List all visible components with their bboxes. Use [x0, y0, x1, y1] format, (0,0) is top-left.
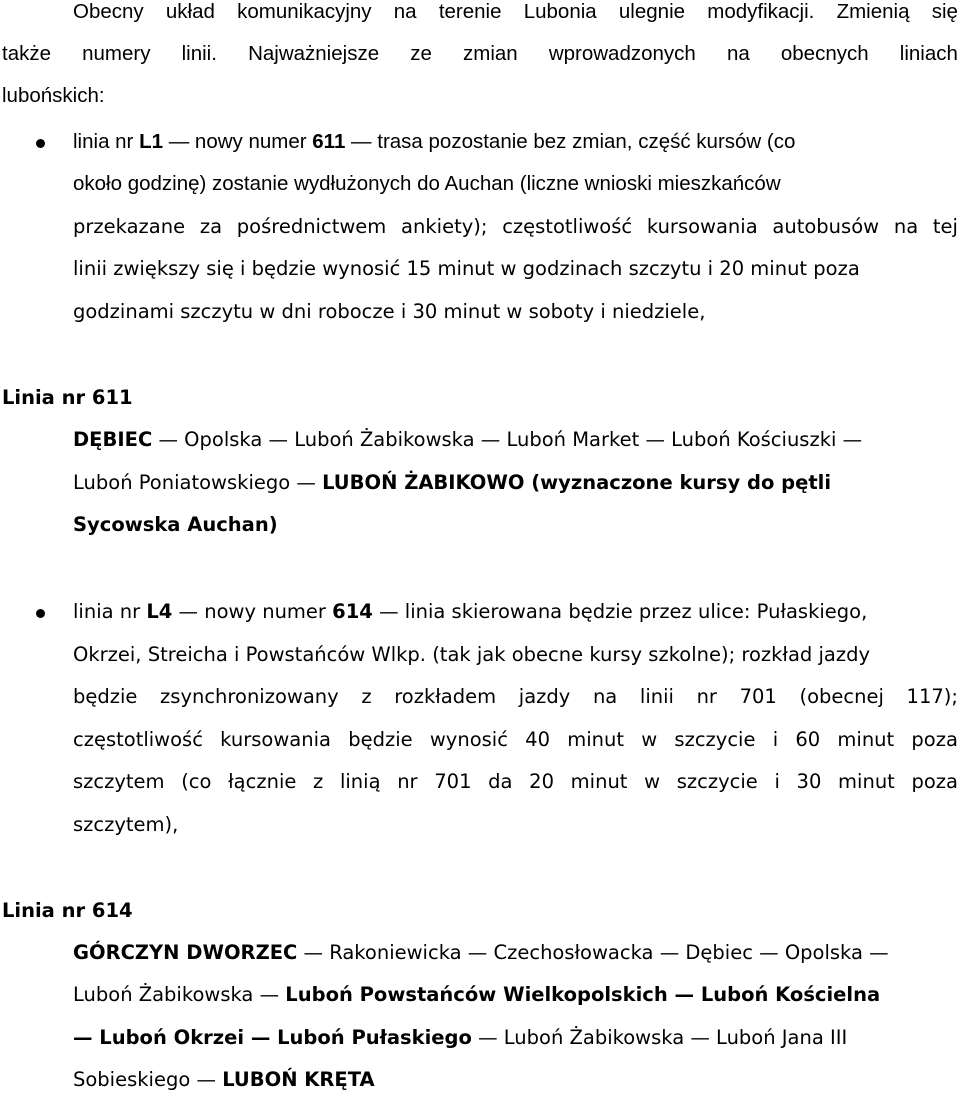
word: przekazane	[73, 215, 186, 238]
word: tej	[932, 215, 958, 238]
word: liniach	[899, 42, 958, 65]
word: Najważniejsze	[248, 42, 380, 65]
word: w	[641, 728, 658, 751]
word: ankiety);	[401, 215, 488, 238]
item1-text: — trasa pozostanie bez zmian, część kursów (co	[345, 130, 796, 153]
route614-line-1	[73, 941, 889, 964]
route614-line-4	[73, 1068, 375, 1091]
word: obecnych	[780, 42, 869, 65]
word: nr	[397, 770, 418, 793]
word: (co	[181, 770, 212, 793]
item2-line-3	[73, 685, 958, 708]
word: ulegnie	[618, 0, 686, 23]
word: częstotliwość	[73, 728, 203, 751]
route611-heading: Linia nr 611	[2, 386, 133, 409]
word: szczycie	[676, 770, 758, 793]
word: linii	[639, 685, 674, 708]
word: zmian	[463, 42, 518, 65]
word: poza	[911, 728, 958, 751]
word: pośrednictwem	[236, 215, 387, 238]
word: Zmienią	[836, 0, 910, 23]
item2-line-2: Okrzei, Streicha i Powstańców Wlkp. (tak jak obecne kursy szkolne); rozkład jazdy	[73, 643, 871, 666]
word: minut	[838, 770, 895, 793]
word: na	[393, 0, 417, 23]
word: rozkładem	[394, 685, 497, 708]
word: na	[893, 215, 919, 238]
item2-line-5	[73, 770, 958, 793]
route611-stops: — Opolska — Luboń Żabikowska — Luboń Market — Luboń Kościuszki —	[152, 428, 863, 451]
word: z	[361, 685, 372, 708]
word: się	[931, 0, 958, 23]
word: 30	[796, 770, 822, 793]
word: częstotliwość	[502, 215, 633, 238]
item1-line-5: godzinami szczytu w dni robocze i 30 minut w soboty i niedziele,	[73, 300, 706, 323]
word: w	[644, 770, 661, 793]
word: zsynchronizowany	[160, 685, 339, 708]
word: także	[2, 42, 51, 65]
word: z	[313, 770, 324, 793]
word: 40	[525, 728, 550, 751]
item1-line-4: linii zwiększy się i będzie wynosić 15 minut w godzinach szczytu i 20 minut poza	[73, 257, 860, 280]
route614-stops: — Rakoniewicka — Czechosłowacka — Dębiec — Opolska —	[297, 941, 889, 964]
route614-stops-bold: Luboń Powstańców Wielkopolskich — Luboń Kościelna	[285, 983, 881, 1006]
word: Lubonia	[523, 0, 597, 23]
word: wprowadzonych	[548, 42, 696, 65]
word: i	[774, 770, 780, 793]
item2-text: — nowy numer	[172, 600, 333, 623]
word: wynosić	[429, 728, 508, 751]
word: Obecny	[73, 0, 144, 23]
item2-line-6: szczytem),	[73, 813, 179, 836]
route614-terminus: LUBOŃ KRĘTA	[222, 1068, 375, 1091]
word: linii.	[181, 42, 217, 65]
word: na	[726, 42, 750, 65]
word: ze	[410, 42, 432, 65]
word: minut	[837, 728, 895, 751]
word: za	[199, 215, 223, 238]
route614-stops: Sobieskiego —	[73, 1068, 223, 1091]
word: modyfikacji.	[707, 0, 815, 23]
word: szczycie	[674, 728, 756, 751]
item2-line-1	[73, 600, 867, 623]
word: 701	[739, 685, 777, 708]
route611-line-2	[73, 471, 831, 494]
word: numery	[82, 42, 151, 65]
route614-terminus: GÓRCZYN DWORZEC	[73, 941, 298, 964]
route611-line-1	[73, 428, 862, 451]
route614-stops: Luboń Żabikowska —	[73, 983, 286, 1006]
word: nr	[696, 685, 717, 708]
route614-stops: — Luboń Żabikowska — Luboń Jana III	[471, 1026, 848, 1049]
word: terenie	[438, 0, 502, 23]
item1-text: linia nr	[73, 130, 140, 153]
word: linią	[339, 770, 381, 793]
route614-line-3	[73, 1026, 847, 1049]
route611-terminus: LUBOŃ ŻABIKOWO (wyznaczone kursy do pętli	[322, 471, 832, 494]
item1-line-1	[73, 130, 958, 154]
item2-new-number: 614	[332, 600, 373, 623]
word: szczytem	[73, 770, 165, 793]
route614-line-2	[73, 983, 880, 1006]
bullet-icon	[36, 139, 45, 148]
word: kursowania	[220, 728, 331, 751]
route611-terminus: DĘBIEC	[73, 428, 153, 451]
word: autobusów	[772, 215, 880, 238]
item1-text: — nowy numer	[163, 130, 313, 153]
word: łącznie	[228, 770, 297, 793]
word: będzie	[73, 685, 138, 708]
bullet-icon	[36, 609, 45, 618]
route614-stops-bold: — Luboń Okrzei — Luboń Pułaskiego	[73, 1026, 472, 1049]
item1-old-number: L1	[139, 130, 164, 153]
word: układ	[165, 0, 215, 23]
item1-line-3	[73, 215, 958, 238]
item2-text: — linia skierowana będzie przez ulice: Pułaskiego,	[372, 600, 868, 623]
intro-line-3: lubońskich:	[2, 84, 105, 107]
word: będzie	[348, 728, 413, 751]
item1-line-2: około godzinę) zostanie wydłużonych do Auchan (liczne wnioski mieszkańców	[73, 172, 781, 195]
word: 701	[434, 770, 472, 793]
word: kursowania	[646, 215, 758, 238]
word: 20	[529, 770, 554, 793]
word: 60	[795, 728, 821, 751]
intro-line-2	[2, 42, 958, 66]
route614-heading: Linia nr 614	[2, 899, 133, 922]
route611-line-3: Sycowska Auchan)	[73, 513, 278, 536]
item2-text: linia nr	[73, 600, 147, 623]
word: na	[592, 685, 618, 708]
item2-old-number: L4	[146, 600, 173, 623]
word: minut	[570, 770, 628, 793]
word: 117);	[906, 685, 958, 708]
intro-line-1	[73, 0, 958, 24]
word: jazdy	[518, 685, 571, 708]
item2-line-4	[73, 728, 958, 751]
word: i	[772, 728, 779, 751]
word: (obecnej	[799, 685, 884, 708]
word: minut	[567, 728, 624, 751]
word: da	[488, 770, 513, 793]
route611-stops: Luboń Poniatowskiego —	[73, 471, 323, 494]
word: poza	[911, 770, 958, 793]
word: komunikacyjny	[237, 0, 372, 23]
item1-new-number: 611	[312, 130, 346, 153]
